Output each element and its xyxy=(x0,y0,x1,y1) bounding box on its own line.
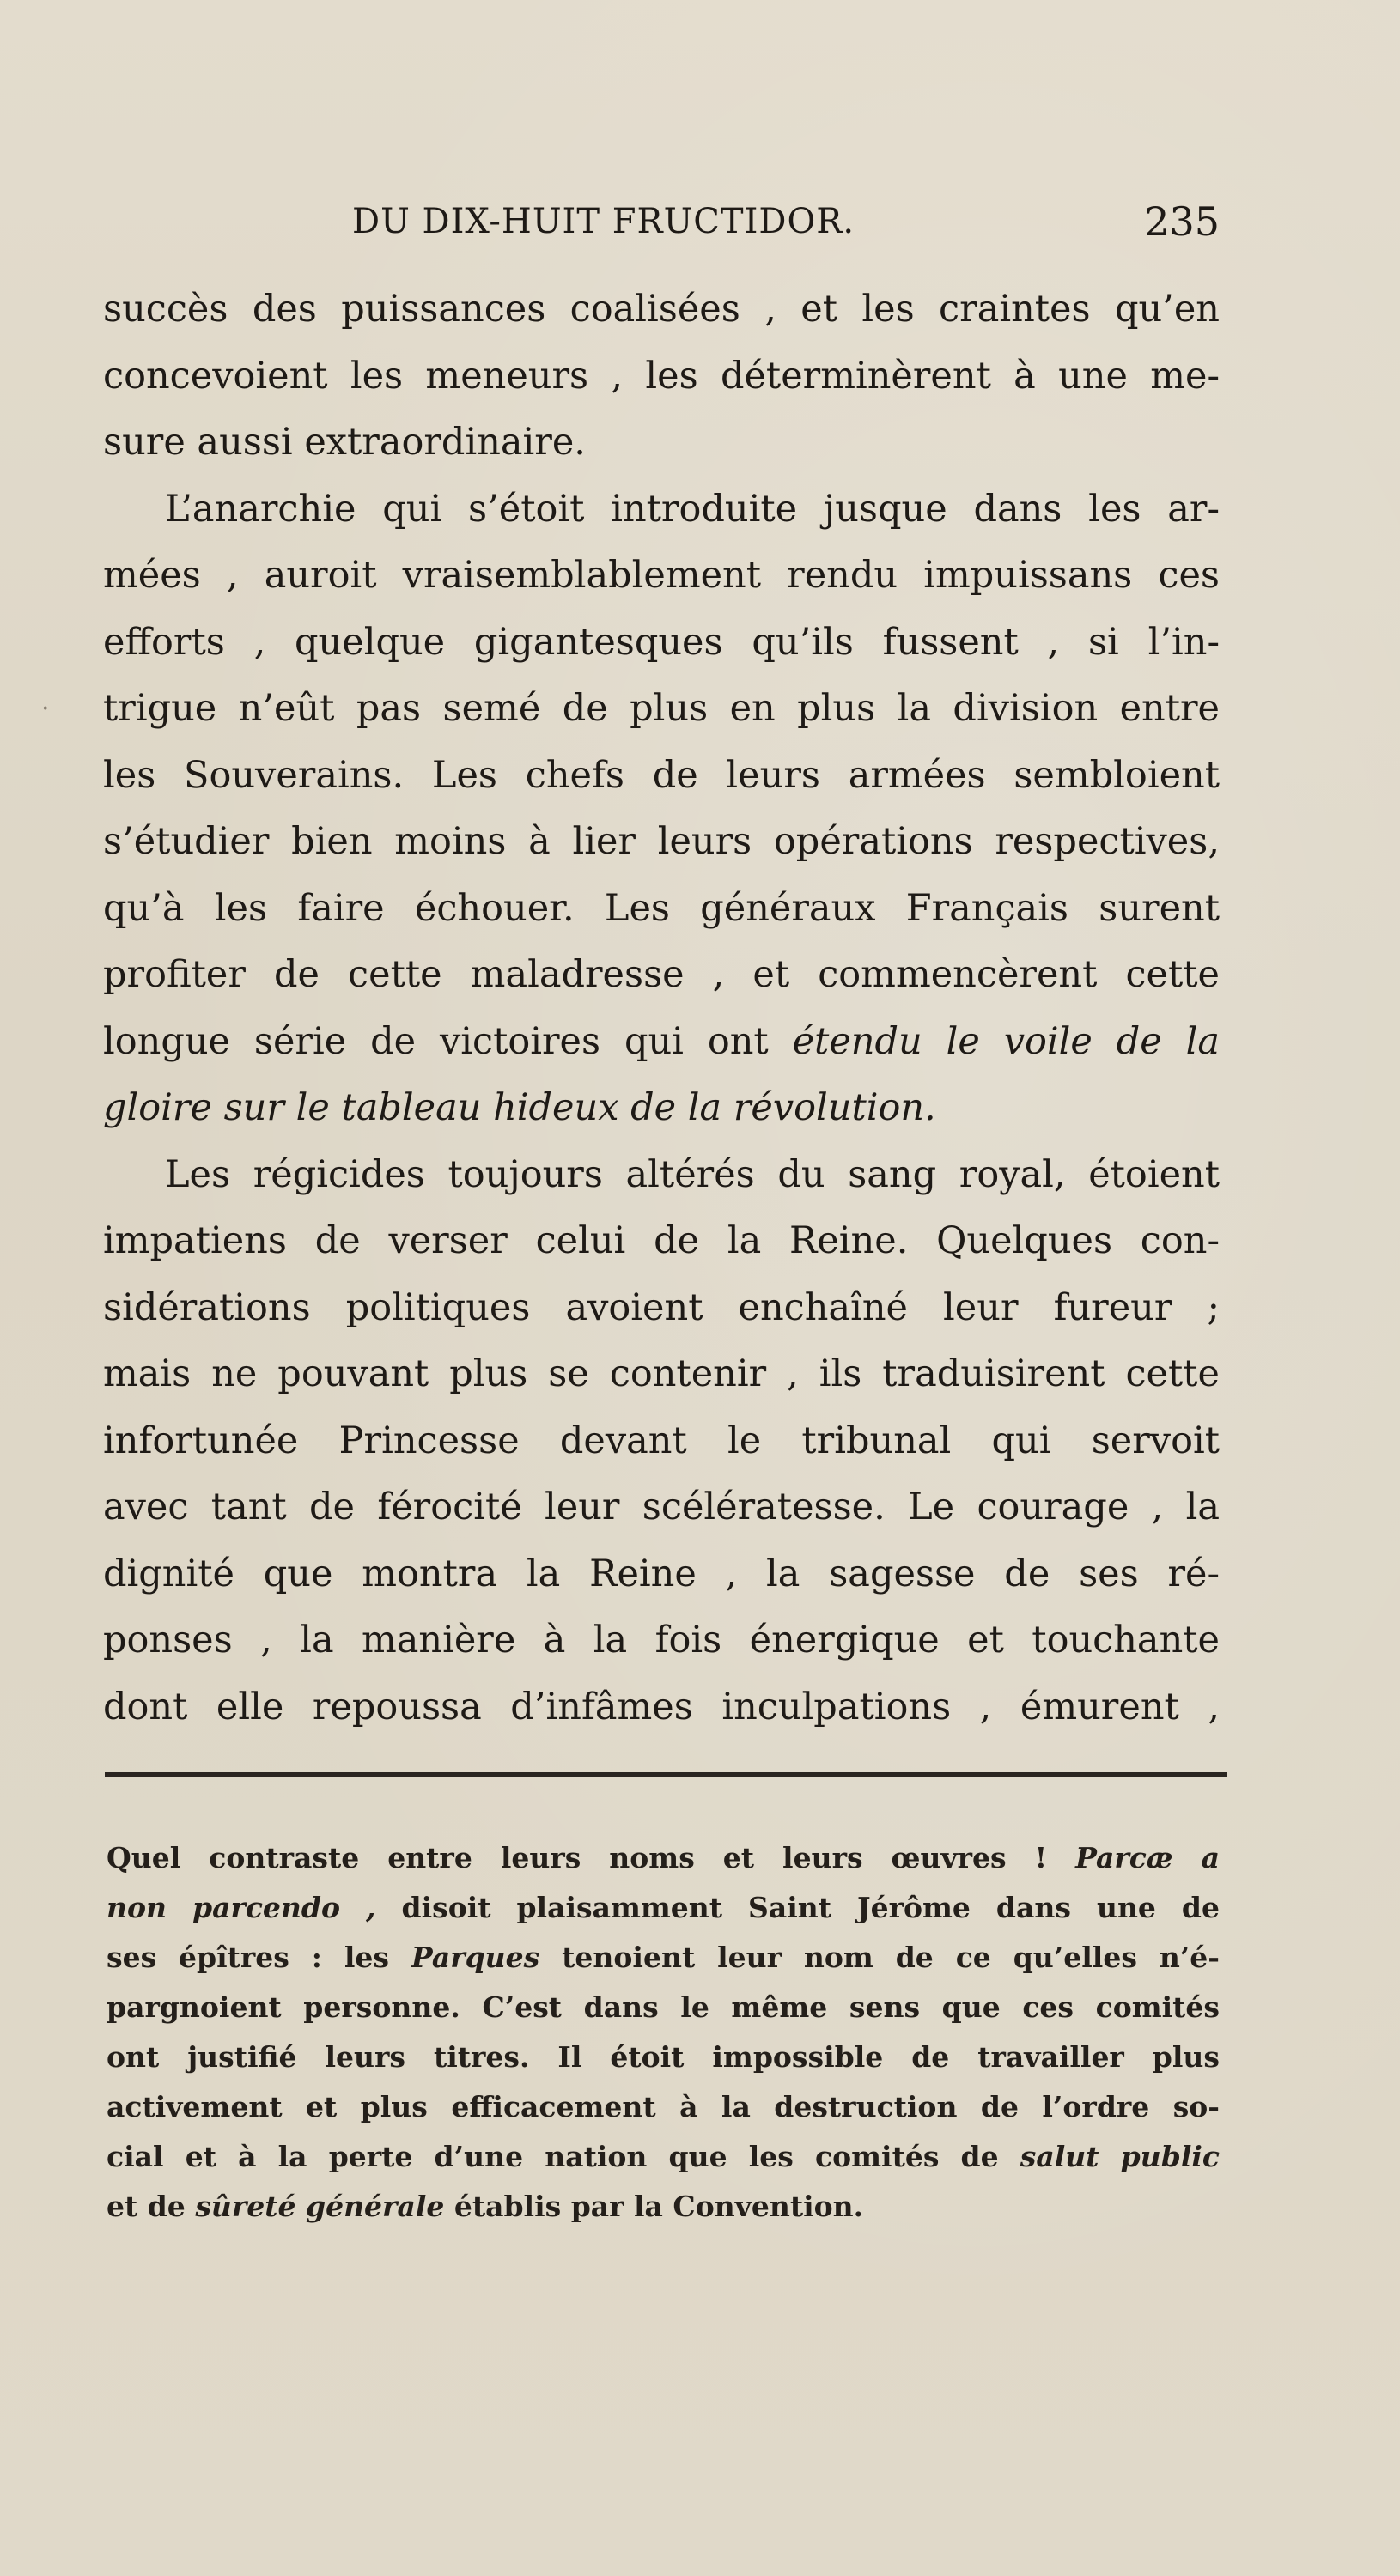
text-line: infortunée Princesse devant le tribunal qui servoit xyxy=(103,1419,1220,1462)
footnote-line xyxy=(107,1883,1220,1933)
text-line: les Souverains. Les chefs de leurs armées sembloient xyxy=(103,753,1220,797)
text-line: efforts , quelque gigantesques qu’ils fussent , si l’in- xyxy=(103,620,1220,664)
footnote-line xyxy=(107,2182,1220,2232)
footnote-line xyxy=(107,1933,1220,1983)
text-fragment: cial et à la perte d’une nation que les comités de xyxy=(107,2140,999,2173)
italic-fragment: salut public xyxy=(1020,2140,1220,2173)
footnote-rule xyxy=(105,1772,1227,1777)
text-fragment: établis par la Convention. xyxy=(453,2190,864,2223)
text-fragment: longue série de victoires qui ont xyxy=(103,1019,769,1063)
text-line: Les régicides toujours altérés du sang royal, étoient xyxy=(165,1152,1220,1196)
text-line: profiter de cette maladresse , et commencèrent cette xyxy=(103,953,1220,996)
text-fragment: Quel contraste entre leurs noms et leurs œuvres ! xyxy=(107,1841,1048,1874)
margin-mark: · xyxy=(41,694,50,724)
text-line: sure aussi extraordinaire. xyxy=(103,421,586,464)
footnote-line: pargnoient personne. C’est dans le même sens que ces comités xyxy=(107,1990,1220,2024)
text-line: sidérations politiques avoient enchaîné leur fureur ; xyxy=(103,1285,1220,1329)
text-line: impatiens de verser celui de la Reine. Quelques con- xyxy=(103,1219,1220,1262)
text-line: avec tant de férocité leur scélératesse. Le courage , la xyxy=(103,1485,1220,1528)
text-fragment: ses épîtres : les xyxy=(107,1941,389,1974)
text-line: dont elle repoussa d’infâmes inculpations , émurent , xyxy=(103,1685,1220,1728)
text-line: mais ne pouvant plus se contenir , ils traduisirent cette xyxy=(103,1352,1220,1395)
text-line: trigue n’eût pas semé de plus en plus la division entre xyxy=(103,687,1220,730)
footnote-line: ont justifié leurs titres. Il étoit impossible de travailler plus xyxy=(107,2040,1220,2074)
italic-fragment: étendu le voile de la xyxy=(792,1019,1220,1063)
italic-fragment: non parcendo , xyxy=(107,1891,376,1924)
text-fragment: disoit plaisamment Saint Jérôme dans une de xyxy=(401,1891,1220,1924)
footnote xyxy=(107,1833,1220,2232)
text-line: ponses , la manière à la fois énergique et touchante xyxy=(103,1619,1220,1662)
text-fragment: tenoient leur nom de ce qu’elles n’é- xyxy=(562,1941,1220,1974)
text-line: dignité que montra la Reine , la sagesse de ses ré- xyxy=(103,1552,1220,1595)
italic-fragment: Parques xyxy=(411,1941,540,1974)
running-title: DU DIX-HUIT FRUCTIDOR. xyxy=(352,202,855,241)
page-header xyxy=(352,196,1220,247)
italic-fragment: sûreté générale xyxy=(195,2190,445,2223)
text-line xyxy=(103,1009,1220,1076)
footnote-line xyxy=(107,1833,1220,1883)
text-line: concevoient les meneurs , les déterminèrent à une me- xyxy=(103,354,1220,398)
text-line: qu’à les faire échouer. Les généraux Français surent xyxy=(103,886,1220,930)
text-line: L’anarchie qui s’étoit introduite jusque dans les ar- xyxy=(165,487,1220,531)
text-fragment: et de xyxy=(107,2190,186,2223)
main-text xyxy=(103,276,1220,1741)
page-number: 235 xyxy=(1144,198,1220,245)
text-line: mées , auroit vraisemblablement rendu impuissans ces xyxy=(103,554,1220,597)
italic-fragment: Parcæ a xyxy=(1075,1841,1220,1874)
text-line: gloire sur le tableau hideux de la révolution. xyxy=(103,1086,936,1129)
footnote-line: activement et plus efficacement à la destruction de l’ordre so- xyxy=(107,2090,1220,2123)
text-line: s’étudier bien moins à lier leurs opérations respectives, xyxy=(103,820,1220,863)
footnote-line xyxy=(107,2132,1220,2182)
text-line: succès des puissances coalisées , et les craintes qu’en xyxy=(103,288,1220,331)
